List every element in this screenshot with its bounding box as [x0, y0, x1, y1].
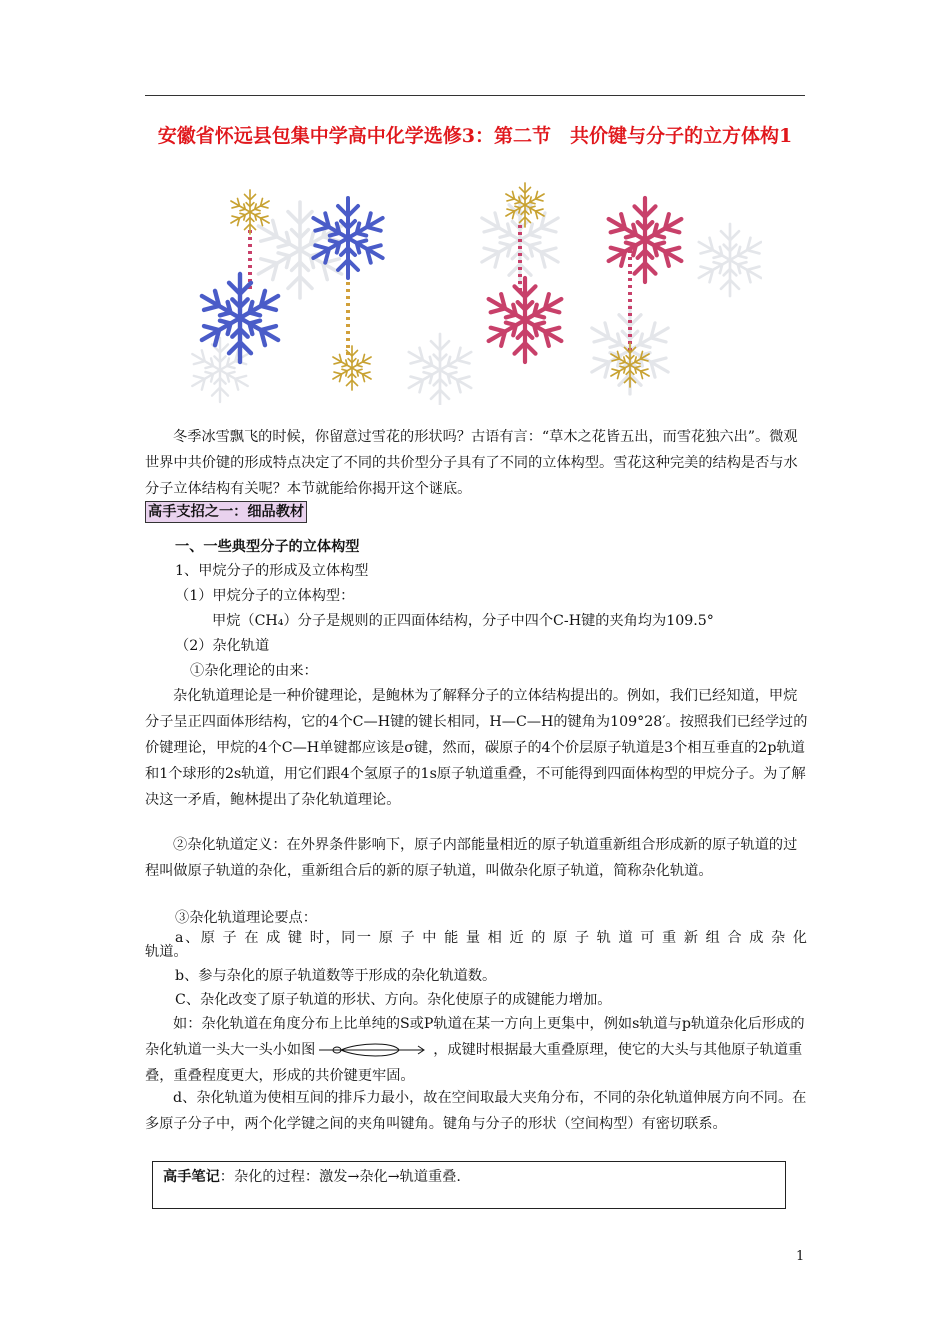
methane-structure-text: 甲烷（CH₄）分子是规则的正四面体结构，分子中四个C-H键的夹角均为109.5°: [212, 613, 714, 629]
point-a-line1: a、原 子 在 成 键 时，同一 原 子 中 能 量 相 近 的 原 子 轨 道 可 重 新 组 合 成 杂 化: [175, 930, 807, 946]
intro-paragraph: 冬季冰雪飘飞的时候，你留意过雪花的形状吗？古语有言：“草木之花皆五出，而雪花独六出”。微观世界中共价键的形成特点决定了不同的共价型分子具有了不同的立体构型。雪花这种完美的结构是否与水分子立体结构有关呢？本节就能给你揭开这个谜底。: [145, 429, 798, 497]
example-text-2: ，成键时根据最大重叠原理，使它的大头与其他原子轨道重叠，重叠程度更大，形成的共价键更牢固。: [145, 1042, 803, 1084]
example-text-1: 如：杂化轨道在角度分布上比单纯的S或P轨道在某一方向上更集中，例如s轨道与p轨道杂化后形成的杂化轨道一头大一头小如图: [145, 1016, 805, 1058]
point-d-paragraph: d、杂化轨道为使相互间的排斥力最小，故在空间取最大夹角分布，不同的杂化轨道伸展方向不同。在多原子分子中，两个化学键之间的夹角叫键角。键角与分子的形状（空间构型）有密切联系。: [145, 1090, 807, 1132]
expert-note-box: [152, 1161, 786, 1209]
header-rule: [145, 95, 805, 96]
definition-paragraph: ②杂化轨道定义：在外界条件影响下，原子内部能量相近的原子轨道重新组合形成新的原子轨道的过程叫做原子轨道的杂化，重新组合后的新的原子轨道，叫做杂化原子轨道，简称杂化轨道。: [145, 837, 798, 879]
page-number: 1: [796, 1249, 805, 1264]
item-key-points: ③杂化轨道理论要点：: [175, 910, 317, 926]
subheading-methane-structure: （1）甲烷分子的立体构型：: [175, 588, 355, 604]
point-a-line2: 轨道。: [145, 944, 188, 960]
snowflake-illustration: [190, 180, 762, 405]
point-b: b、参与杂化的原子轨道数等于形成的杂化轨道数。: [175, 968, 497, 984]
origin-paragraph: 杂化轨道理论是一种价键理论，是鲍林为了解释分子的立体结构提出的。例如，我们已经知道，甲烷分子呈正四面体形结构，它的4个C—H键的键长相同，H—C—H的键角为109°28′。按照我们已经学过的价键理论，甲烷的4个C—H单键都应该是σ键，然而，碳原子的4个价层原子轨道是3个相互垂直的2p轨道和1个球形的2s轨道，用它们跟4个氢原子的1s原子轨道重叠，不可能得到四面体构型的甲烷分子。为了解决这一矛盾，鲍林提出了杂化轨道理论。: [145, 688, 808, 808]
note-text: ：杂化的过程：激发→杂化→轨道重叠.: [219, 1169, 461, 1185]
subheading-hybrid-orbital: （2）杂化轨道: [175, 638, 270, 654]
point-c: C、杂化改变了原子轨道的形状、方向。杂化使原子的成键能力增加。: [175, 992, 612, 1008]
hybrid-orbital-diagram: [319, 1042, 429, 1058]
heading-typical-molecules: 一、一些典型分子的立体构型: [175, 539, 360, 555]
example-paragraph: [145, 1011, 810, 1089]
item-origin: ①杂化理论的由来：: [190, 663, 318, 679]
note-label: 高手笔记: [163, 1169, 220, 1185]
document-title: 安徽省怀远县包集中学高中化学选修3：第二节 共价键与分子的立方体构1: [157, 125, 793, 147]
subheading-methane: 1、甲烷分子的形成及立体构型: [175, 563, 369, 579]
section-badge: 高手支招之一：细品教材: [145, 501, 307, 523]
